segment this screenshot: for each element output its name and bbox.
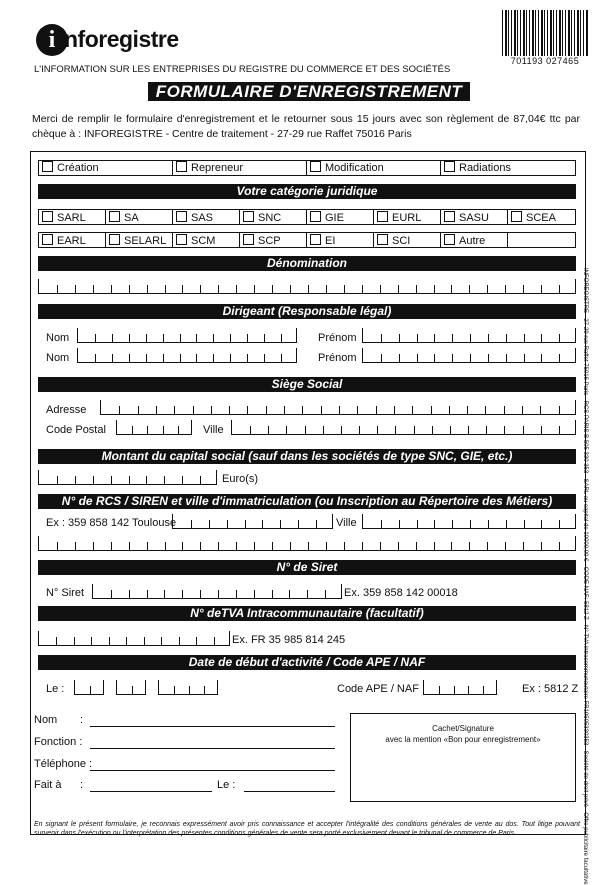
- ville-field[interactable]: [231, 420, 576, 435]
- section-categorie: Votre catégorie juridique: [38, 184, 576, 199]
- checkbox-sas[interactable]: SAS: [176, 211, 213, 224]
- checkbox-scp[interactable]: SCP: [243, 234, 281, 247]
- intro-text: Merci de remplir le formulaire d'enregistrement et le retourner sous 15 jours avec son règlement de 87,04€ ttc par chèque à : INFOREGISTRE - Centre de traitement - 27-29 rue Raffet 75016 Paris: [32, 113, 580, 140]
- tva-field[interactable]: [38, 631, 230, 646]
- cachet-mention: avec la mention «Bon pour enregistrement»: [385, 735, 541, 744]
- fonction-label: Fonction :: [34, 736, 83, 748]
- checkbox-scea[interactable]: SCEA: [511, 211, 556, 224]
- fait-a-label: Fait à: [34, 779, 62, 791]
- checkbox-sci[interactable]: SCI: [377, 234, 410, 247]
- checkbox-selarl[interactable]: SELARL: [109, 234, 166, 247]
- date-day-field[interactable]: [74, 680, 104, 695]
- page-title: FORMULAIRE D'ENREGISTREMENT: [148, 82, 470, 101]
- fait-a-field[interactable]: [90, 791, 212, 792]
- section-rcs: N° de RCS / SIREN et ville d'immatriculation (ou Inscription au Répertoire des Métiers): [38, 494, 576, 509]
- ville-label: Ville: [203, 424, 224, 436]
- adresse-field[interactable]: [100, 400, 576, 415]
- logo-icon: i: [36, 24, 68, 56]
- checkbox-sarl[interactable]: SARL: [42, 211, 86, 224]
- section-denomination: Dénomination: [38, 256, 576, 271]
- telephone-label: Téléphone :: [34, 758, 93, 770]
- rcs-ville-field-2[interactable]: [38, 536, 576, 551]
- siret-label: N° Siret: [46, 587, 85, 599]
- prenom-label-2: Prénom: [318, 352, 357, 364]
- section-siret: N° de Siret: [38, 560, 576, 575]
- checkbox-repreneur[interactable]: Repreneur: [176, 161, 243, 174]
- autre-field[interactable]: [487, 247, 571, 248]
- denomination-field[interactable]: [38, 279, 576, 294]
- checkbox-gie[interactable]: GIE: [310, 211, 344, 224]
- euros-label: Euro(s): [222, 473, 259, 485]
- checkbox-radiations[interactable]: Radiations: [444, 161, 511, 174]
- date-year-field[interactable]: [158, 680, 218, 695]
- nom-label-1: Nom: [46, 332, 70, 344]
- legal-footer: En signant le présent formulaire, je reconnais expressément avoir pris connaissance et accepter l'intégralité des conditions générales de vente au dos. Tout litige pouvant survenir dans l'exécution ou l'interprétation des présentes conditions générales de vente sera porté exclusivement devant le tribunal de commerce de Paris.: [34, 821, 580, 837]
- rcs-ville-field[interactable]: [362, 514, 576, 529]
- signataire-colon: :: [80, 714, 84, 726]
- tva-example: Ex. FR 35 985 814 245: [232, 634, 346, 646]
- section-activite: Date de début d'activité / Code APE / NAF: [38, 655, 576, 670]
- section-tva: N° deTVA Intracommunautaire (facultatif): [38, 606, 576, 621]
- siret-example: Ex. 359 858 142 00018: [344, 587, 458, 599]
- nom-label-2: Nom: [46, 352, 70, 364]
- nom-field-2[interactable]: [77, 348, 297, 363]
- checkbox-creation[interactable]: Création: [42, 161, 99, 174]
- section-capital: Montant du capital social (sauf dans les sociétés de type SNC, GIE, etc.): [38, 449, 576, 464]
- fonction-field[interactable]: [90, 748, 335, 749]
- checkbox-autre[interactable]: Autre: [444, 234, 485, 247]
- checkbox-earl[interactable]: EARL: [42, 234, 86, 247]
- nom-field-1[interactable]: [77, 328, 297, 343]
- rcs-ville-label: Ville: [336, 517, 357, 529]
- cachet-title: Cachet/Signature: [432, 724, 494, 733]
- adresse-label: Adresse: [46, 404, 87, 416]
- le-field[interactable]: [244, 791, 335, 792]
- le-label: Le :: [217, 779, 236, 791]
- signature-box[interactable]: [350, 713, 576, 802]
- ape-label: Code APE / NAF: [337, 683, 419, 695]
- checkbox-sasu[interactable]: SASU: [444, 211, 489, 224]
- tagline: L'INFORMATION SUR LES ENTREPRISES DU REGISTRE DU COMMERCE ET DES SOCIÉTÉS: [34, 64, 451, 75]
- capital-field[interactable]: [38, 470, 217, 485]
- barcode-icon: [502, 10, 588, 62]
- siret-field[interactable]: [92, 584, 342, 599]
- checkbox-scm[interactable]: SCM: [176, 234, 215, 247]
- prenom-field-1[interactable]: [362, 328, 576, 343]
- code-postal-label: Code Postal: [46, 424, 106, 436]
- checkbox-sa[interactable]: SA: [109, 211, 139, 224]
- side-legal-text: INFOREGISTRE - 27-29 rue Raffet 75016 Paris - RCS PARIS B 505 330 353 - SARL au capital de 10000,00 € - CODE NAF: 5812 Z - N° TVA intracommunautaire FR19505330353 - Société de droit privé - Offre publicitaire facultative: [582, 268, 588, 885]
- section-siege: Siège Social: [38, 377, 576, 392]
- telephone-field[interactable]: [90, 770, 335, 771]
- ape-example: Ex : 5812 Z: [522, 683, 579, 695]
- prenom-field-2[interactable]: [362, 348, 576, 363]
- brand-name: nforegistre: [64, 26, 179, 52]
- checkbox-modification[interactable]: Modification: [310, 161, 384, 174]
- code-postal-field[interactable]: [116, 420, 192, 435]
- section-dirigeant: Dirigeant (Responsable légal): [38, 304, 576, 319]
- date-label: Le :: [46, 683, 65, 695]
- checkbox-snc[interactable]: SNC: [243, 211, 281, 224]
- checkbox-eurl[interactable]: EURL: [377, 211, 421, 224]
- barcode-number: 701193 027465: [502, 56, 588, 66]
- checkbox-ei[interactable]: EI: [310, 234, 335, 247]
- rcs-example: Ex : 359 858 142 Toulouse: [46, 517, 177, 529]
- rcs-field[interactable]: [172, 514, 333, 529]
- prenom-label-1: Prénom: [318, 332, 357, 344]
- fait-a-colon: :: [80, 779, 84, 791]
- signataire-nom-field[interactable]: [90, 726, 335, 727]
- ape-field[interactable]: [423, 680, 497, 695]
- date-month-field[interactable]: [116, 680, 146, 695]
- signataire-nom-label: Nom: [34, 714, 58, 726]
